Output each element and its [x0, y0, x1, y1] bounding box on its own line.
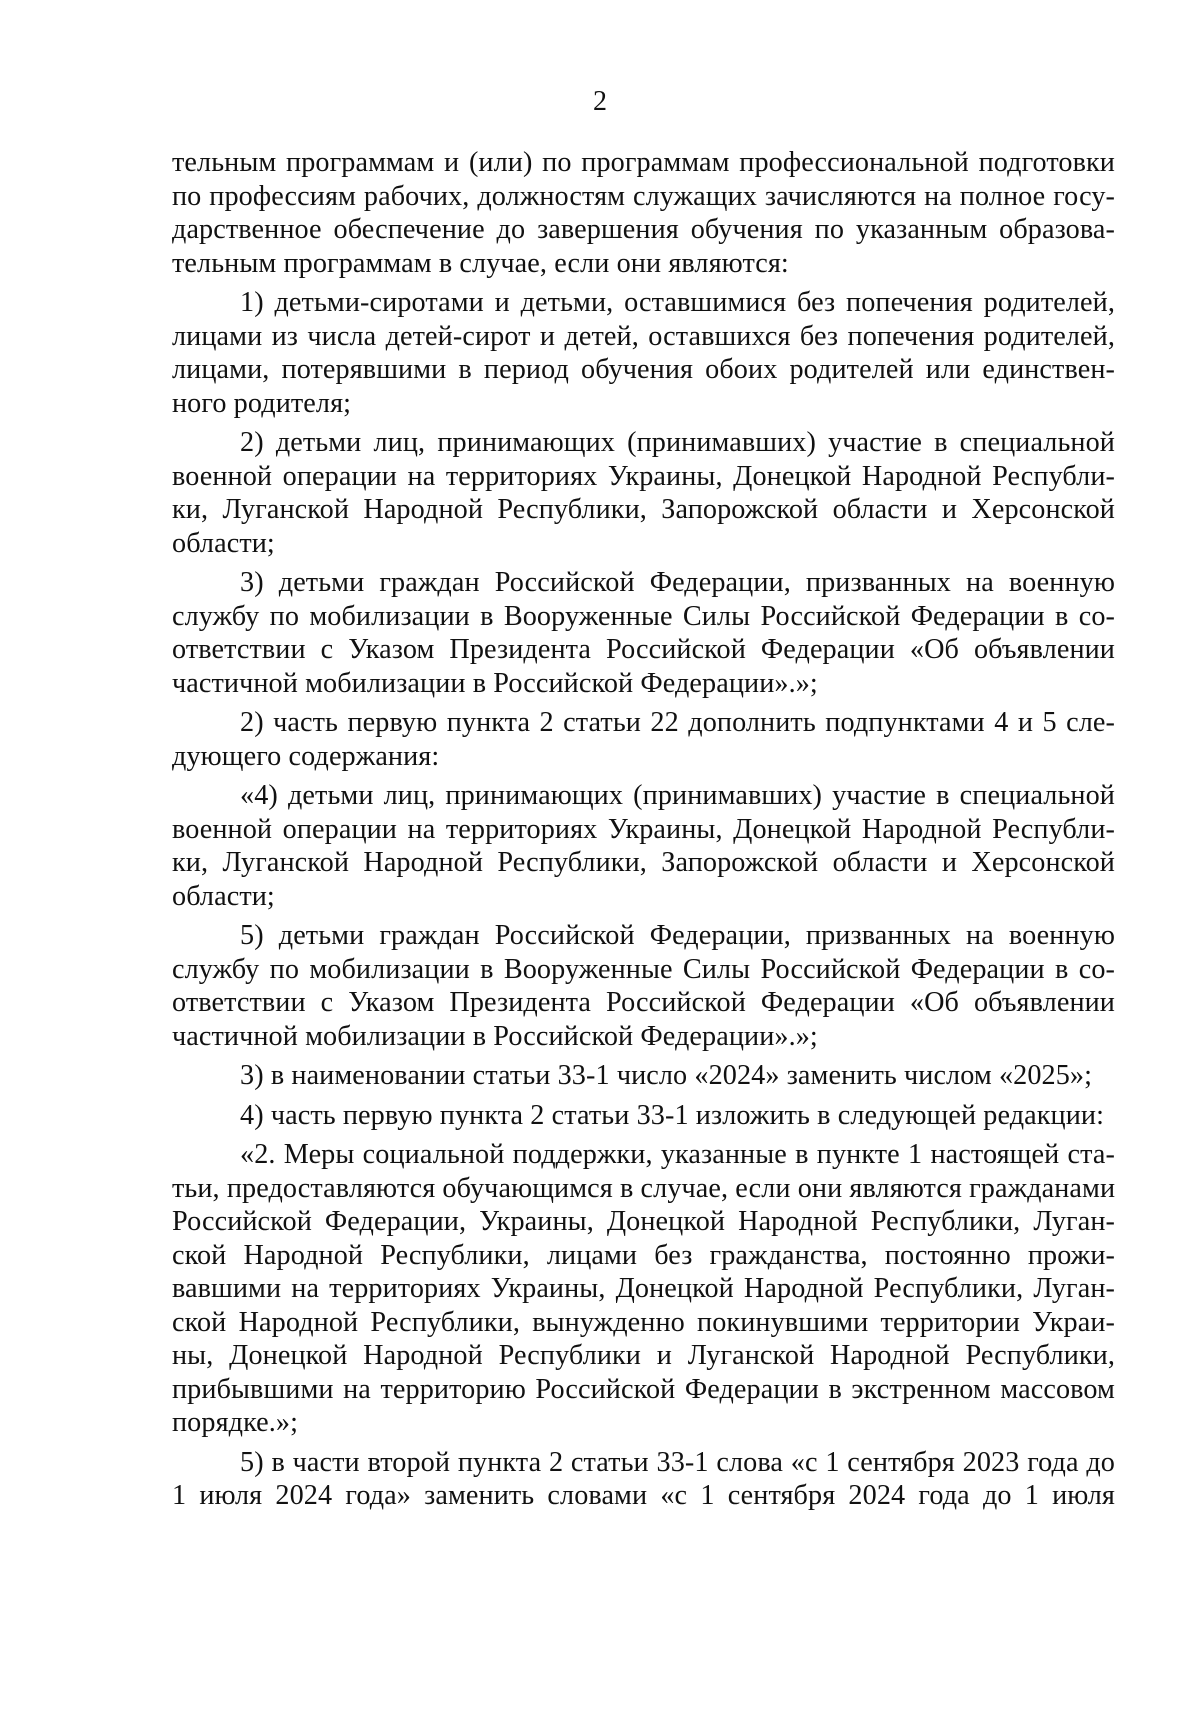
text-line: лицами, потерявшими в период обучения обоих родителей или единствен- — [172, 354, 1115, 385]
text-line: 1) детьми-сиротами и детьми, оставшимися без попечения родителей, — [240, 287, 1115, 318]
text-line: ны, Донецкой Народной Республики и Луганской Народной Республики, — [172, 1340, 1115, 1371]
page-number: 2 — [593, 86, 607, 117]
text-line: дарственное обеспечение до завершения обучения по указанным образова- — [172, 214, 1115, 245]
text-line: области; — [172, 527, 275, 559]
text-line: ответствии с Указом Президента Российской Федерации «Об объявлении — [172, 634, 1115, 665]
text-line: ки, Луганской Народной Республики, Запорожской области и Херсонской — [172, 494, 1115, 525]
text-line: тьи, предоставляются обучающимся в случае, если они являются гражданами — [172, 1172, 1116, 1204]
text-line: 5) детьми граждан Российской Федерации, призванных на военную — [240, 920, 1115, 951]
text-line: военной операции на территориях Украины, Донецкой Народной Республи- — [172, 813, 1115, 845]
text-line: лицами из числа детей-сирот и детей, оставшихся без попечения родителей, — [172, 320, 1115, 352]
text-line: тельным программам и (или) по программам профессиональной подготовки — [172, 147, 1115, 178]
text-line: Российской Федерации, Украины, Донецкой Народной Республики, Луган- — [172, 1206, 1115, 1237]
document-body — [172, 146, 1115, 1519]
text-line: 5) в части второй пункта 2 статьи 33-1 слова «с 1 сентября 2023 года до — [240, 1446, 1115, 1478]
text-line: ской Народной Республики, вынужденно покинувшими территории Украи- — [172, 1306, 1115, 1338]
text-line: частичной мобилизации в Российской Федерации».»; — [172, 667, 818, 699]
text-line: 2) детьми лиц, принимающих (принимавших) участие в специальной — [240, 427, 1115, 458]
paragraph-8 — [172, 1059, 1115, 1093]
text-line: 2) часть первую пункта 2 статьи 22 дополнить подпунктами 4 и 5 сле- — [240, 707, 1115, 738]
text-line: ки, Луганской Народной Республики, Запорожской области и Херсонской — [172, 847, 1115, 878]
text-line: частичной мобилизации в Российской Федерации».»; — [172, 1020, 818, 1052]
text-line: 3) в наименовании статьи 33-1 число «2024» заменить числом «2025»; — [240, 1060, 1093, 1091]
paragraph-9 — [172, 1099, 1115, 1133]
text-line: области; — [172, 880, 275, 912]
paragraph-7 — [172, 919, 1115, 1053]
text-line: тельным программам в случае, если они являются: — [172, 247, 789, 279]
text-line: ответствии с Указом Президента Российской Федерации «Об объявлении — [172, 987, 1115, 1018]
text-line: «4) детьми лиц, принимающих (принимавших) участие в специальной — [240, 780, 1115, 811]
paragraph-6 — [172, 779, 1115, 913]
paragraph-1 — [172, 146, 1115, 280]
text-line: прибывшими на территорию Российской Федерации в экстренном массовом — [172, 1373, 1115, 1405]
text-line: 3) детьми граждан Российской Федерации, призванных на военную — [240, 567, 1115, 598]
text-line: службу по мобилизации в Вооруженные Силы Российской Федерации в со- — [172, 953, 1115, 985]
text-line: порядке.»; — [172, 1407, 299, 1438]
text-line: дующего содержания: — [172, 740, 440, 772]
text-line: ного родителя; — [172, 387, 352, 419]
text-line: военной операции на территориях Украины, Донецкой Народной Республи- — [172, 460, 1115, 492]
text-line: вавшими на территориях Украины, Донецкой Народной Республики, Луган- — [172, 1273, 1115, 1304]
paragraph-11 — [172, 1446, 1115, 1513]
paragraph-10 — [172, 1138, 1115, 1440]
paragraph-2 — [172, 286, 1115, 420]
text-line: 1 июля 2024 года» заменить словами «с 1 сентября 2024 года до 1 июля — [172, 1480, 1115, 1511]
paragraph-5 — [172, 706, 1115, 773]
paragraph-3 — [172, 426, 1115, 560]
text-line: ской Народной Республики, лицами без гражданства, постоянно прожи- — [172, 1239, 1115, 1271]
text-line: службу по мобилизации в Вооруженные Силы Российской Федерации в со- — [172, 600, 1115, 632]
text-line: по профессиям рабочих, должностям служащих зачисляются на полное госу- — [172, 180, 1115, 212]
text-line: «2. Меры социальной поддержки, указанные в пункте 1 настоящей ста- — [240, 1139, 1115, 1170]
paragraph-4 — [172, 566, 1115, 700]
text-line: 4) часть первую пункта 2 статьи 33-1 изложить в следующей редакции: — [240, 1099, 1105, 1131]
